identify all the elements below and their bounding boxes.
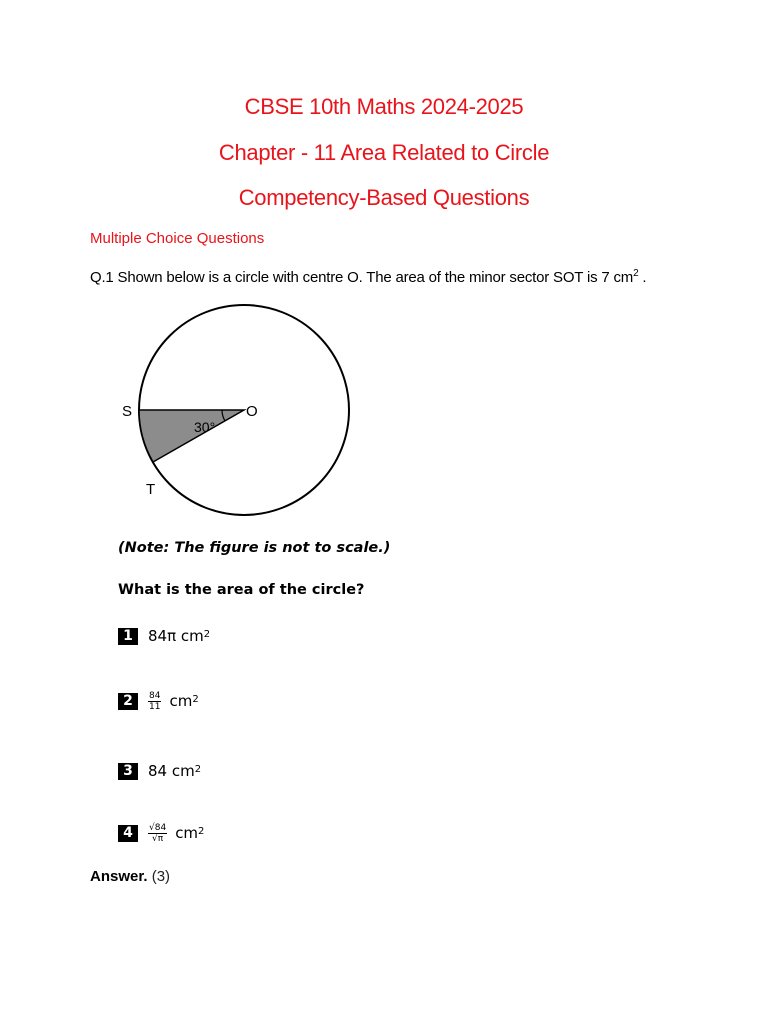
option-number: 1 (118, 628, 138, 645)
chapter-title: Chapter - 11 Area Related to Circle (218, 140, 550, 165)
fraction-denominator: 11 (149, 701, 161, 712)
minor-sector-sot (139, 410, 244, 462)
option-text: 84 cm (148, 762, 195, 780)
point-label-t: T (146, 481, 156, 498)
angle-label: 30° (194, 419, 216, 435)
question-end: . (638, 269, 647, 286)
option-number: 3 (118, 763, 138, 780)
question-prompt: What is the area of the circle? (118, 582, 365, 598)
circle-figure (110, 296, 370, 526)
point-label-o: O (246, 403, 258, 420)
option-number: 4 (118, 825, 138, 842)
option-2[interactable] (118, 689, 199, 713)
option-text: cm (169, 692, 193, 710)
fraction-numerator: 84 (149, 690, 161, 701)
option-number: 2 (118, 693, 138, 710)
document-title: CBSE 10th Maths 2024-2025 (244, 94, 524, 119)
question-exponent: 2 (633, 268, 639, 279)
subtitle: Competency-Based Questions (238, 185, 530, 210)
question-text (90, 268, 646, 286)
option-fraction (148, 823, 167, 844)
option-text: 84π cm (148, 627, 204, 645)
option-exponent: 2 (194, 763, 202, 775)
answer (90, 868, 170, 885)
answer-value: (3) (147, 868, 171, 885)
option-3[interactable] (118, 759, 201, 783)
option-exponent: 2 (198, 825, 205, 837)
answer-label: Answer. (90, 868, 148, 885)
option-fraction (148, 691, 161, 712)
option-text: cm (175, 824, 199, 842)
option-4[interactable] (118, 821, 204, 845)
section-heading: Multiple Choice Questions (90, 230, 265, 247)
option-exponent: 2 (192, 693, 199, 705)
fraction-denominator: √π (152, 833, 164, 844)
figure-note: (Note: The figure is not to scale.) (118, 540, 391, 556)
point-label-s: S (122, 403, 133, 420)
fraction-numerator: √84 (149, 822, 167, 833)
option-1[interactable] (118, 624, 210, 648)
question-body: Q.1 Shown below is a circle with centre O. The area of the minor sector SOT is 7 cm (90, 269, 634, 286)
option-exponent: 2 (203, 628, 211, 640)
